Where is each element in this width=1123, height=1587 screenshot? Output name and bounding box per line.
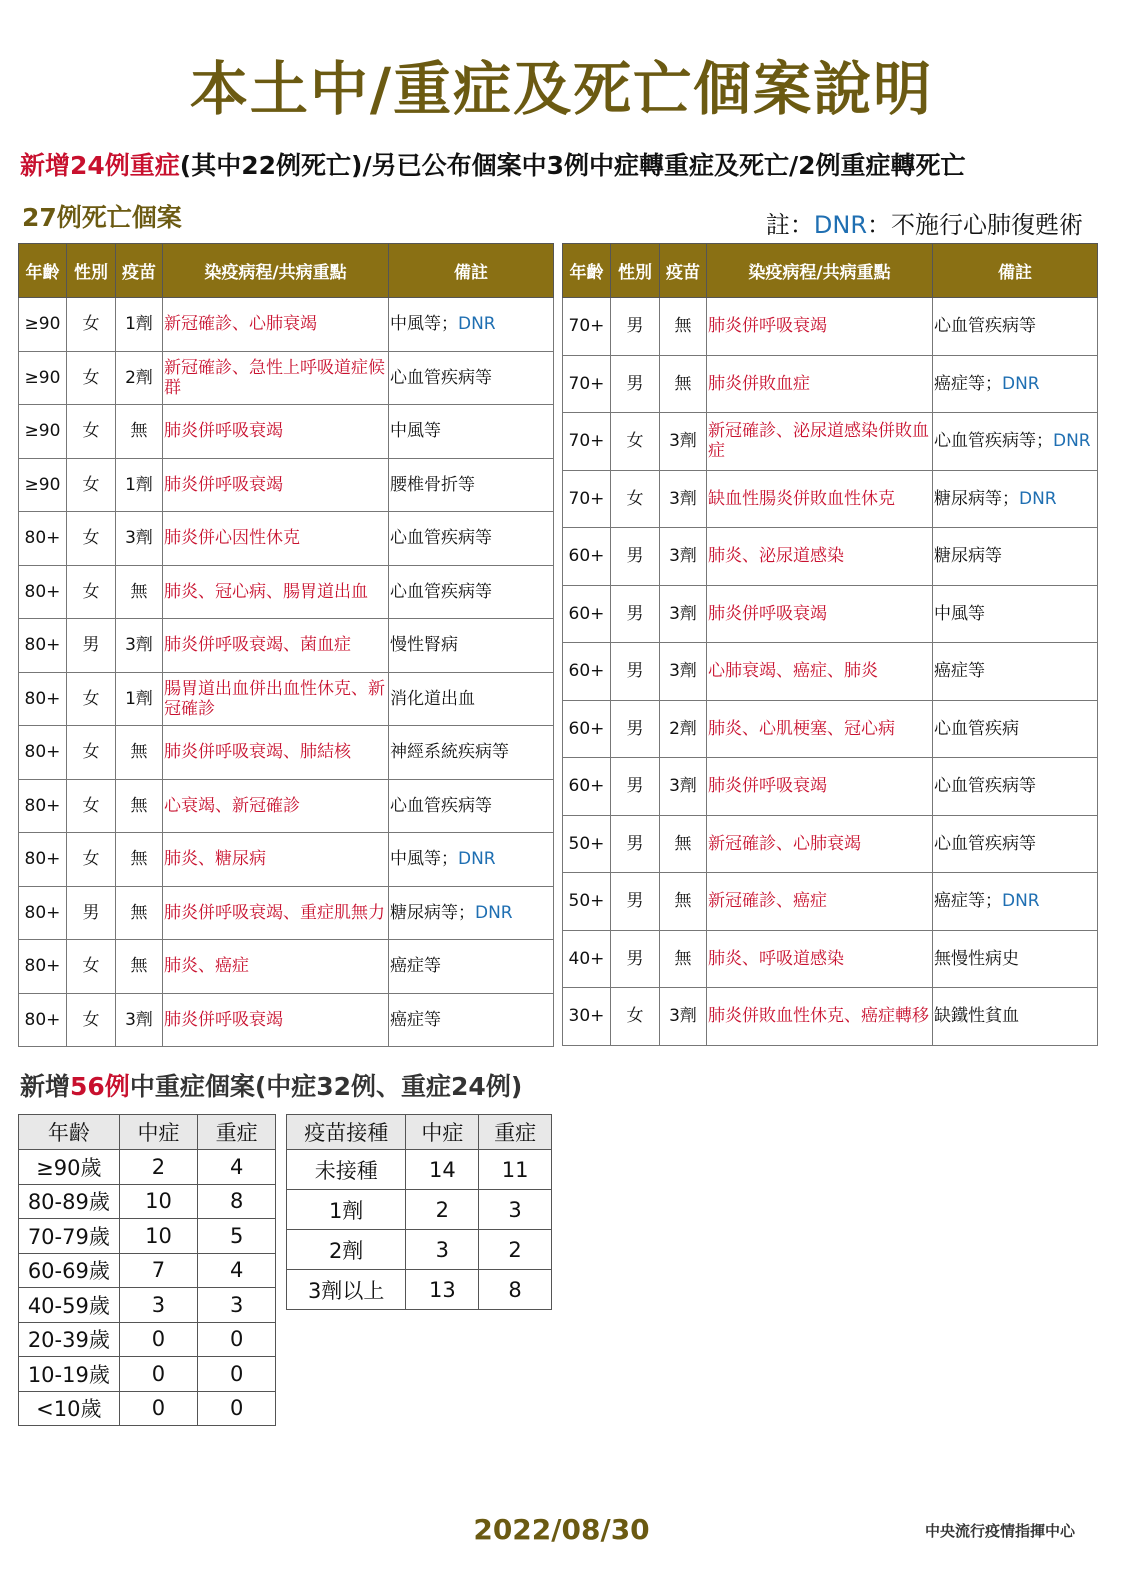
cell-severe: 3 bbox=[479, 1190, 552, 1230]
header-sex: 性別 bbox=[611, 244, 660, 298]
cell-moderate: 13 bbox=[406, 1270, 479, 1310]
cell-sex: 男 bbox=[611, 585, 660, 643]
cell-sex: 女 bbox=[67, 405, 116, 459]
vaccine-breakdown-table bbox=[286, 1114, 552, 1310]
cell-category: 60-69歲 bbox=[19, 1253, 120, 1288]
cell-remark bbox=[933, 298, 1098, 356]
table-row bbox=[19, 1288, 276, 1323]
cell-vaccine: 3劑 bbox=[660, 643, 707, 701]
note-suffix: ：不施行心肺復甦術 bbox=[867, 211, 1083, 239]
cell-moderate: 2 bbox=[406, 1190, 479, 1230]
cell-severe: 8 bbox=[198, 1184, 276, 1219]
cell-sex: 女 bbox=[67, 779, 116, 833]
cell-vaccine: 1劑 bbox=[116, 458, 163, 512]
cell-moderate: 3 bbox=[406, 1230, 479, 1270]
table-row bbox=[19, 405, 554, 459]
cell-moderate: 10 bbox=[119, 1219, 198, 1254]
cell-course: 新冠確診、心肺衰竭 bbox=[707, 815, 933, 873]
cell-course: 肺炎併敗血性休克、癌症轉移 bbox=[707, 988, 933, 1046]
remark-text: 中風等 bbox=[934, 603, 985, 624]
cell-course: 肺炎併呼吸衰竭 bbox=[163, 993, 389, 1047]
deaths-heading: 27例死亡個案 bbox=[22, 203, 182, 232]
cell-sex: 女 bbox=[67, 458, 116, 512]
cell-category: 2劑 bbox=[287, 1230, 406, 1270]
remark-text: 癌症等 bbox=[390, 1009, 441, 1030]
remark-text: 心血管疾病等 bbox=[390, 581, 492, 602]
table-row bbox=[19, 619, 554, 673]
age-breakdown-table bbox=[18, 1114, 276, 1426]
table-row bbox=[563, 700, 1098, 758]
table-row bbox=[287, 1150, 552, 1190]
remark-text: 中風等； bbox=[390, 849, 458, 870]
cell-severe: 0 bbox=[198, 1357, 276, 1392]
cell-vaccine: 1劑 bbox=[116, 298, 163, 352]
cell-age: 80+ bbox=[19, 940, 67, 994]
cell-sex: 女 bbox=[611, 413, 660, 471]
cell-course: 新冠確診、急性上呼吸道症候群 bbox=[163, 351, 389, 405]
cell-remark bbox=[933, 988, 1098, 1046]
cell-sex: 男 bbox=[611, 930, 660, 988]
cell-sex: 男 bbox=[611, 758, 660, 816]
remark-text: 中風等 bbox=[390, 421, 441, 442]
cell-sex: 男 bbox=[611, 815, 660, 873]
cell-vaccine: 2劑 bbox=[660, 700, 707, 758]
table-row bbox=[19, 779, 554, 833]
death-cases-table-left bbox=[18, 243, 554, 1047]
cell-age: 80+ bbox=[19, 993, 67, 1047]
cell-vaccine: 1劑 bbox=[116, 672, 163, 726]
cell-sex: 女 bbox=[67, 833, 116, 887]
cell-vaccine: 3劑 bbox=[660, 988, 707, 1046]
report-date: 2022/08/30 bbox=[473, 1513, 650, 1546]
cell-remark bbox=[389, 779, 554, 833]
cell-remark bbox=[933, 758, 1098, 816]
dnr-tag: DNR bbox=[458, 314, 496, 335]
cell-course: 肺炎併呼吸衰竭 bbox=[707, 758, 933, 816]
cell-course: 心衰竭、新冠確診 bbox=[163, 779, 389, 833]
remark-text: 慢性腎病 bbox=[390, 635, 458, 656]
remark-text: 心血管疾病等 bbox=[390, 367, 492, 388]
header-age: 年齡 bbox=[19, 1115, 120, 1150]
subtitle bbox=[20, 146, 966, 182]
table-row bbox=[19, 512, 554, 566]
cell-severe: 2 bbox=[479, 1230, 552, 1270]
cell-age: ≥90 bbox=[19, 351, 67, 405]
cell-vaccine: 無 bbox=[116, 940, 163, 994]
cell-course: 缺血性腸炎併敗血性休克 bbox=[707, 470, 933, 528]
cell-remark bbox=[389, 886, 554, 940]
table-row bbox=[563, 758, 1098, 816]
cell-remark bbox=[389, 619, 554, 673]
cell-severe: 4 bbox=[198, 1150, 276, 1185]
cell-sex: 男 bbox=[67, 619, 116, 673]
cell-vaccine: 3劑 bbox=[660, 528, 707, 586]
cell-category: 3劑以上 bbox=[287, 1270, 406, 1310]
table-row bbox=[19, 458, 554, 512]
table-row bbox=[563, 643, 1098, 701]
remark-text: 心血管疾病等 bbox=[390, 528, 492, 549]
cell-age: 50+ bbox=[563, 815, 611, 873]
cell-vaccine: 3劑 bbox=[116, 993, 163, 1047]
table-row bbox=[19, 993, 554, 1047]
cell-severe: 11 bbox=[479, 1150, 552, 1190]
cell-moderate: 2 bbox=[119, 1150, 198, 1185]
cell-vaccine: 3劑 bbox=[660, 413, 707, 471]
table-row bbox=[287, 1270, 552, 1310]
cell-sex: 男 bbox=[611, 528, 660, 586]
cell-course: 肺炎、呼吸道感染 bbox=[707, 930, 933, 988]
dnr-tag: DNR bbox=[1002, 373, 1040, 394]
table-row bbox=[563, 585, 1098, 643]
cell-age: 70+ bbox=[563, 470, 611, 528]
cell-course: 新冠確診、心肺衰竭 bbox=[163, 298, 389, 352]
cell-category: 70-79歲 bbox=[19, 1219, 120, 1254]
table-row bbox=[563, 528, 1098, 586]
table-row bbox=[19, 1391, 276, 1426]
remark-text: 缺鐵性貧血 bbox=[934, 1006, 1019, 1027]
header-course: 染疫病程/共病重點 bbox=[707, 244, 933, 298]
table-row bbox=[19, 1150, 276, 1185]
cell-vaccine: 3劑 bbox=[116, 512, 163, 566]
remark-text: 心血管疾病等 bbox=[934, 833, 1036, 854]
cell-moderate: 0 bbox=[119, 1322, 198, 1357]
cell-remark bbox=[389, 512, 554, 566]
cell-category: ≥90歲 bbox=[19, 1150, 120, 1185]
cell-course: 肺炎、癌症 bbox=[163, 940, 389, 994]
cell-sex: 女 bbox=[67, 351, 116, 405]
dnr-tag: DNR bbox=[1002, 891, 1040, 912]
remark-text: 癌症等 bbox=[934, 661, 985, 682]
remark-text: 心血管疾病等； bbox=[934, 431, 1053, 452]
cell-course: 肺炎併呼吸衰竭、菌血症 bbox=[163, 619, 389, 673]
cell-remark bbox=[933, 413, 1098, 471]
cell-moderate: 0 bbox=[119, 1357, 198, 1392]
cell-category: 20-39歲 bbox=[19, 1322, 120, 1357]
note-prefix: 註： bbox=[765, 211, 814, 239]
table-header-row bbox=[563, 244, 1098, 298]
cell-sex: 男 bbox=[67, 886, 116, 940]
cell-course: 肺炎併呼吸衰竭 bbox=[707, 585, 933, 643]
cell-age: 60+ bbox=[563, 643, 611, 701]
cell-age: 80+ bbox=[19, 779, 67, 833]
cell-severe: 5 bbox=[198, 1219, 276, 1254]
table-header-row bbox=[19, 244, 554, 298]
page-title: 本土中/重症及死亡個案說明 bbox=[189, 55, 934, 123]
table-row bbox=[287, 1190, 552, 1230]
table-row bbox=[19, 886, 554, 940]
dnr-note bbox=[766, 205, 1083, 240]
cell-age: 30+ bbox=[563, 988, 611, 1046]
cell-remark bbox=[389, 458, 554, 512]
cell-vaccine: 無 bbox=[660, 298, 707, 356]
remark-text: 糖尿病等； bbox=[390, 902, 475, 923]
cell-remark bbox=[389, 993, 554, 1047]
remark-text: 中風等； bbox=[390, 314, 458, 335]
table-row bbox=[19, 1219, 276, 1254]
cell-severe: 3 bbox=[198, 1288, 276, 1323]
cell-age: ≥90 bbox=[19, 458, 67, 512]
cell-course: 肺炎併呼吸衰竭 bbox=[707, 298, 933, 356]
header-course: 染疫病程/共病重點 bbox=[163, 244, 389, 298]
dnr-tag: DNR bbox=[475, 902, 513, 923]
remark-text: 心血管疾病等 bbox=[390, 795, 492, 816]
table-header-row bbox=[287, 1115, 552, 1150]
cell-sex: 男 bbox=[611, 873, 660, 931]
cell-sex: 男 bbox=[611, 355, 660, 413]
organization-name: 中央流行疫情指揮中心 bbox=[924, 1522, 1075, 1540]
cell-severe: 8 bbox=[479, 1270, 552, 1310]
header-severe: 重症 bbox=[198, 1115, 276, 1150]
new-cases-count: 56例 bbox=[70, 1072, 130, 1101]
cell-course: 肺炎併敗血症 bbox=[707, 355, 933, 413]
cell-vaccine: 無 bbox=[116, 726, 163, 780]
cell-course: 肺炎併呼吸衰竭 bbox=[163, 405, 389, 459]
table-row bbox=[19, 726, 554, 780]
remark-text: 癌症等； bbox=[934, 891, 1002, 912]
cell-age: 60+ bbox=[563, 585, 611, 643]
new-cases-heading bbox=[20, 1067, 522, 1103]
header-moderate: 中症 bbox=[406, 1115, 479, 1150]
table-row bbox=[19, 940, 554, 994]
cell-remark bbox=[933, 643, 1098, 701]
cell-remark bbox=[389, 672, 554, 726]
remark-text: 糖尿病等； bbox=[934, 488, 1019, 509]
cell-sex: 女 bbox=[67, 726, 116, 780]
remark-text: 消化道出血 bbox=[390, 688, 475, 709]
header-remark: 備註 bbox=[389, 244, 554, 298]
cell-course: 肺炎併呼吸衰竭、重症肌無力 bbox=[163, 886, 389, 940]
dnr-tag: DNR bbox=[1019, 488, 1057, 509]
header-remark: 備註 bbox=[933, 244, 1098, 298]
cell-vaccine: 2劑 bbox=[116, 351, 163, 405]
table-row bbox=[19, 351, 554, 405]
table-row bbox=[19, 833, 554, 887]
cell-sex: 男 bbox=[611, 643, 660, 701]
cell-sex: 女 bbox=[67, 298, 116, 352]
cell-vaccine: 無 bbox=[660, 355, 707, 413]
table-header-row bbox=[19, 1115, 276, 1150]
cell-course: 腸胃道出血併出血性休克、新冠確診 bbox=[163, 672, 389, 726]
header-age: 年齡 bbox=[563, 244, 611, 298]
cell-course: 心肺衰竭、癌症、肺炎 bbox=[707, 643, 933, 701]
cell-age: ≥90 bbox=[19, 298, 67, 352]
cell-age: 70+ bbox=[563, 298, 611, 356]
cell-category: 40-59歲 bbox=[19, 1288, 120, 1323]
cell-remark bbox=[389, 940, 554, 994]
header-moderate: 中症 bbox=[119, 1115, 198, 1150]
cell-course: 肺炎併心因性休克 bbox=[163, 512, 389, 566]
cell-course: 肺炎、心肌梗塞、冠心病 bbox=[707, 700, 933, 758]
table-row bbox=[563, 413, 1098, 471]
cell-remark bbox=[933, 930, 1098, 988]
table-row bbox=[19, 565, 554, 619]
table-row bbox=[563, 815, 1098, 873]
cell-category: 未接種 bbox=[287, 1150, 406, 1190]
cell-vaccine: 無 bbox=[116, 779, 163, 833]
table-row bbox=[563, 873, 1098, 931]
cell-age: 80+ bbox=[19, 565, 67, 619]
cell-severe: 0 bbox=[198, 1391, 276, 1426]
cell-age: 70+ bbox=[563, 413, 611, 471]
new-cases-prefix: 新增 bbox=[20, 1072, 71, 1101]
cell-moderate: 10 bbox=[119, 1184, 198, 1219]
cell-sex: 女 bbox=[67, 993, 116, 1047]
cell-vaccine: 3劑 bbox=[660, 470, 707, 528]
header-vaccine: 疫苗 bbox=[116, 244, 163, 298]
cell-remark bbox=[933, 700, 1098, 758]
header-sex: 性別 bbox=[67, 244, 116, 298]
remark-text: 癌症等； bbox=[934, 373, 1002, 394]
cell-age: 60+ bbox=[563, 528, 611, 586]
new-cases-suffix: 中重症個案(中症32例、重症24例) bbox=[129, 1072, 523, 1101]
cell-remark bbox=[389, 298, 554, 352]
cell-sex: 女 bbox=[611, 470, 660, 528]
cell-vaccine: 無 bbox=[660, 930, 707, 988]
header-vaccine: 疫苗 bbox=[660, 244, 707, 298]
cell-sex: 女 bbox=[67, 940, 116, 994]
table-row bbox=[563, 470, 1098, 528]
cell-remark bbox=[389, 351, 554, 405]
table-row bbox=[287, 1230, 552, 1270]
cell-category: 10-19歲 bbox=[19, 1357, 120, 1392]
cell-moderate: 3 bbox=[119, 1288, 198, 1323]
cell-age: 80+ bbox=[19, 726, 67, 780]
cell-age: 80+ bbox=[19, 672, 67, 726]
cell-course: 肺炎併呼吸衰竭、肺結核 bbox=[163, 726, 389, 780]
dnr-tag: DNR bbox=[1053, 431, 1091, 452]
cell-age: 40+ bbox=[563, 930, 611, 988]
subtitle-rest: (其中22例死亡)/另已公布個案中3例中症轉重症及死亡/2例重症轉死亡 bbox=[179, 151, 966, 180]
header-severe: 重症 bbox=[479, 1115, 552, 1150]
death-cases-table-right bbox=[562, 243, 1098, 1046]
table-row bbox=[563, 298, 1098, 356]
remark-text: 無慢性病史 bbox=[934, 948, 1019, 969]
cell-vaccine: 無 bbox=[116, 833, 163, 887]
table-row bbox=[19, 1253, 276, 1288]
cell-remark bbox=[933, 873, 1098, 931]
cell-moderate: 7 bbox=[119, 1253, 198, 1288]
cell-age: 50+ bbox=[563, 873, 611, 931]
cell-age: 80+ bbox=[19, 619, 67, 673]
remark-text: 心血管疾病等 bbox=[934, 316, 1036, 337]
subtitle-highlight: 新增24例重症 bbox=[20, 151, 180, 180]
header-vaccination: 疫苗接種 bbox=[287, 1115, 406, 1150]
cell-course: 新冠確診、泌尿道感染併敗血症 bbox=[707, 413, 933, 471]
remark-text: 癌症等 bbox=[390, 956, 441, 977]
cell-age: 60+ bbox=[563, 758, 611, 816]
cell-course: 肺炎、糖尿病 bbox=[163, 833, 389, 887]
cell-age: 80+ bbox=[19, 512, 67, 566]
cell-vaccine: 3劑 bbox=[116, 619, 163, 673]
cell-category: 1劑 bbox=[287, 1190, 406, 1230]
cell-sex: 女 bbox=[611, 988, 660, 1046]
table-row bbox=[563, 355, 1098, 413]
cell-moderate: 14 bbox=[406, 1150, 479, 1190]
table-row bbox=[19, 672, 554, 726]
cell-remark bbox=[389, 405, 554, 459]
cell-vaccine: 無 bbox=[116, 565, 163, 619]
cell-course: 新冠確診、癌症 bbox=[707, 873, 933, 931]
table-row bbox=[19, 1322, 276, 1357]
header-age: 年齡 bbox=[19, 244, 67, 298]
table-row bbox=[563, 930, 1098, 988]
cell-course: 肺炎併呼吸衰竭 bbox=[163, 458, 389, 512]
dnr-tag: DNR bbox=[458, 849, 496, 870]
cell-severe: 0 bbox=[198, 1322, 276, 1357]
cell-age: 70+ bbox=[563, 355, 611, 413]
cell-course: 肺炎、冠心病、腸胃道出血 bbox=[163, 565, 389, 619]
remark-text: 心血管疾病 bbox=[934, 718, 1019, 739]
cell-remark bbox=[933, 355, 1098, 413]
cell-remark bbox=[933, 815, 1098, 873]
cell-remark bbox=[933, 528, 1098, 586]
cell-course: 肺炎、泌尿道感染 bbox=[707, 528, 933, 586]
cell-age: ≥90 bbox=[19, 405, 67, 459]
cell-sex: 男 bbox=[611, 700, 660, 758]
remark-text: 心血管疾病等 bbox=[934, 776, 1036, 797]
table-row bbox=[19, 298, 554, 352]
table-row bbox=[19, 1184, 276, 1219]
cell-age: 60+ bbox=[563, 700, 611, 758]
cell-category: 80-89歲 bbox=[19, 1184, 120, 1219]
remark-text: 糖尿病等 bbox=[934, 546, 1002, 567]
cell-remark bbox=[933, 470, 1098, 528]
cell-vaccine: 3劑 bbox=[660, 758, 707, 816]
remark-text: 神經系統疾病等 bbox=[390, 742, 509, 763]
table-row bbox=[563, 988, 1098, 1046]
cell-remark bbox=[933, 585, 1098, 643]
cell-sex: 女 bbox=[67, 672, 116, 726]
cell-category: <10歲 bbox=[19, 1391, 120, 1426]
cell-vaccine: 無 bbox=[116, 886, 163, 940]
cell-remark bbox=[389, 565, 554, 619]
cell-age: 80+ bbox=[19, 833, 67, 887]
cell-moderate: 0 bbox=[119, 1391, 198, 1426]
note-dnr: DNR bbox=[813, 211, 867, 239]
cell-vaccine: 3劑 bbox=[660, 585, 707, 643]
cell-severe: 4 bbox=[198, 1253, 276, 1288]
cell-sex: 女 bbox=[67, 512, 116, 566]
cell-remark bbox=[389, 726, 554, 780]
cell-vaccine: 無 bbox=[660, 873, 707, 931]
cell-age: 80+ bbox=[19, 886, 67, 940]
cell-sex: 女 bbox=[67, 565, 116, 619]
cell-vaccine: 無 bbox=[660, 815, 707, 873]
cell-remark bbox=[389, 833, 554, 887]
cell-sex: 男 bbox=[611, 298, 660, 356]
remark-text: 腰椎骨折等 bbox=[390, 474, 475, 495]
cell-vaccine: 無 bbox=[116, 405, 163, 459]
table-row bbox=[19, 1357, 276, 1392]
